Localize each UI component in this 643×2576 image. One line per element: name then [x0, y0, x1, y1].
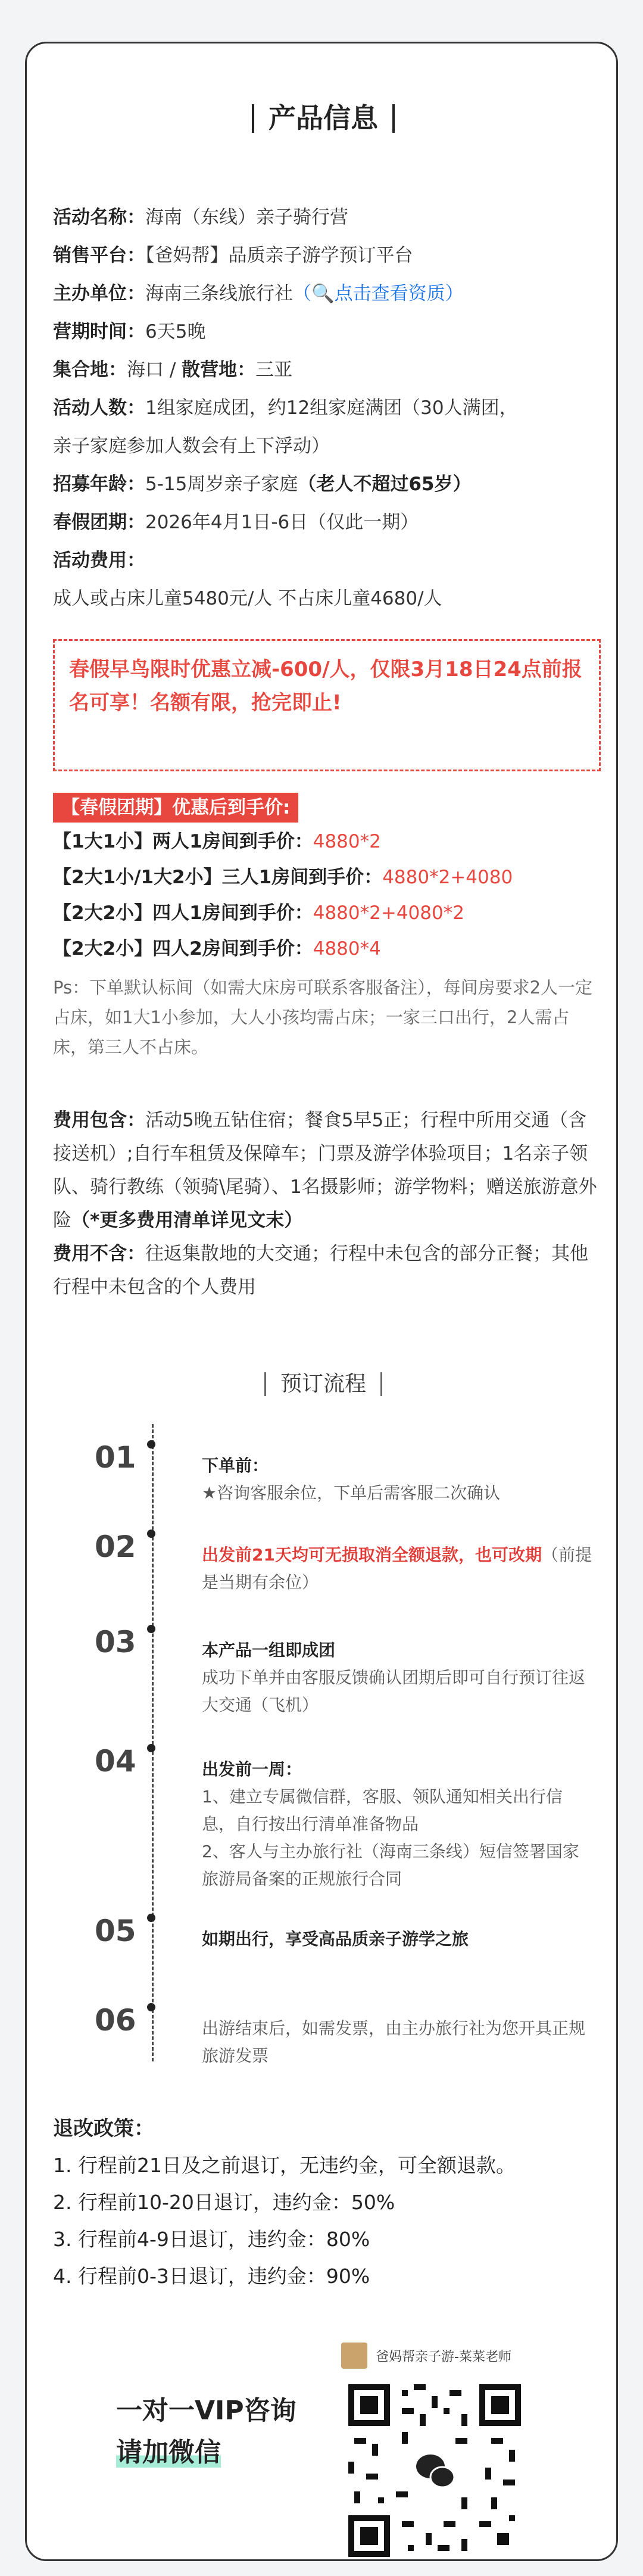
- people-value: 1组家庭成团，约12组家庭满团（30人满团，: [145, 397, 518, 419]
- fee-include-note: （*更多费用清单详见文末）: [71, 1210, 303, 1231]
- title-text: 产品信息: [269, 102, 378, 134]
- step-number: 01: [95, 1440, 136, 1475]
- wechat-qr-code[interactable]: [348, 2384, 521, 2557]
- fee-value: 成人或占床儿童5480元/人 不占床儿童4680/人: [53, 588, 442, 609]
- qr-header: [341, 2343, 511, 2369]
- avatar: [341, 2343, 367, 2369]
- price-row: 【2大1小/1大2小】三人1房间到手价：4880*2+4080: [53, 867, 513, 888]
- ps-note: Ps：下单默认标间（如需大床房可联系客服备注），每间房要求2人一定占床，如1大1小参加，大人小孩均需占床；一家三口出行，2人需占床，第三人不占床。: [53, 977, 593, 1057]
- price-row: 【1大1小】两人1房间到手价：4880*2: [53, 831, 381, 852]
- people-value-cont: 亲子家庭参加人数会有上下浮动）: [53, 435, 330, 457]
- gather-label: 集合地: [53, 359, 108, 381]
- timeline-dot: [147, 1914, 155, 1922]
- people-label: 活动人数: [53, 397, 127, 419]
- disperse-value: 三亚: [255, 359, 293, 381]
- qr-icon: [348, 2384, 521, 2557]
- step-number: 06: [95, 2003, 136, 2038]
- vip-line2: 请加微信: [116, 2437, 221, 2468]
- age-label: 招募年龄: [53, 474, 127, 495]
- qualification-link[interactable]: （🔍点击查看资质）: [293, 283, 464, 304]
- vip-line1: 一对一VIP咨询: [116, 2396, 296, 2426]
- steps-title: 预订流程: [27, 1372, 620, 1396]
- step-number: 02: [95, 1530, 136, 1564]
- organizer-label: 主办单位: [53, 283, 127, 304]
- spring-value: 2026年4月1日-6日（仅此一期）: [145, 512, 419, 533]
- age-value: 5-15周岁亲子家庭: [145, 474, 298, 495]
- activity-name-label: 活动名称: [53, 207, 127, 228]
- step-number: 04: [95, 1744, 136, 1778]
- organizer-value: 海南三条线旅行社: [145, 283, 293, 304]
- product-info: 活动名称：海南（东线）亲子骑行营 销售平台：【爸妈帮】品质亲子游学预订平台 主办单位：海南三条线旅行社（🔍点击查看资质） 营期时间：6天5晚 集合地：海口 / 散营地：三亚 活动人数：1组家庭成团，约12组家庭满团（30人满团， 亲子家庭参加人数会有上下浮动） 招募年龄：5-15周岁亲子家庭（老人不超过65岁） 春假团期：2026年4月1日-6日（仅此一期） 活动费用： 成人或占床儿童5480元/人 不占床儿童4680/人: [53, 207, 518, 609]
- discount-tag: 【春假团期】优惠后到手价:: [53, 793, 298, 823]
- disperse-label: 散营地: [182, 359, 238, 381]
- duration-label: 营期时间: [53, 321, 127, 342]
- timeline-dot: [147, 1530, 155, 1538]
- duration-value: 6天5晚: [145, 321, 206, 342]
- fee-include-label: 费用包含：: [53, 1110, 145, 1131]
- step-number: 05: [95, 1914, 136, 1948]
- refund-policy: [53, 2110, 601, 2295]
- promo-box: 春假早鸟限时优惠立减-600/人，仅限3月18日24点前报名可享！名额有限，抢完即止!: [53, 639, 601, 771]
- timeline-dot: [147, 1744, 155, 1752]
- age-note: （老人不超过65岁）: [298, 474, 472, 495]
- fee-exclude: 往返集散地的大交通；行程中未包含的部分正餐；其他行程中未包含的个人费用: [53, 1243, 588, 1298]
- fee-section: [53, 1104, 601, 1304]
- step-number: 03: [95, 1625, 136, 1659]
- fee-exclude-label: 费用不含：: [53, 1243, 145, 1264]
- price-row: 【2大2小】四人2房间到手价：4880*4: [53, 938, 381, 960]
- timeline-dot: [147, 2003, 155, 2011]
- section-title: [27, 97, 620, 139]
- timeline-dot: [147, 1625, 155, 1633]
- qr-name: 爸妈帮亲子游-菜菜老师: [376, 2349, 511, 2365]
- platform-label: 销售平台: [53, 245, 127, 266]
- fee-include: 活动5晚五钻住宿；餐食5早5正；行程中所用交通（含接送机）;自行车租赁及保障车；门票及游学体验项目；1名亲子领队、骑行教练（领骑\尾骑）、1名摄影师；游学物料；赠送旅游意外险: [53, 1110, 597, 1231]
- refund-item: 1. 行程前21日及之前退订，无违约金，可全额退款。: [53, 2154, 516, 2177]
- timeline-dot: [147, 1440, 155, 1449]
- price-list: [53, 824, 601, 967]
- vip-text: [116, 2390, 296, 2474]
- spring-label: 春假团期: [53, 512, 127, 533]
- refund-item: 4. 行程前0-3日退订，违约金：90%: [53, 2264, 370, 2288]
- timeline-line: [152, 1424, 154, 2061]
- refund-title: 退改政策：: [53, 2117, 154, 2141]
- fee-label: 活动费用: [53, 550, 127, 571]
- refund-item: 2. 行程前10-20日退订，违约金：50%: [53, 2191, 395, 2214]
- activity-name: 海南（东线）亲子骑行营: [145, 207, 348, 228]
- refund-item: 3. 行程前4-9日退订，违约金：80%: [53, 2228, 370, 2251]
- platform-value: 【爸妈帮】品质亲子游学预订平台: [145, 245, 413, 266]
- gather-value: 海口: [127, 359, 164, 381]
- product-card: 产品信息 活动名称：海南（东线）亲子骑行营 销售平台：【爸妈帮】品质亲子游学预订平台 主办单位：海南三条线旅行社（🔍点击查看资质） 营期时间：6天5晚 集合地：海口 / 散营地：三亚 活动人数：1组家庭成团，约12组家庭满团（30人满团， 亲子家庭参加人数会有上下浮动） 招募年龄：5-15周岁亲子家庭（老人不超过65岁） 春假团期：2026年4月1日-6日（仅此一期） 活动费用： 成人或占床儿童5480元/人 不占床儿童4680/人 春假早鸟限时优惠立减-600/人，仅限3月18日24点前报名可享！名额有限，抢完即止! 【春假团期】优惠后到手价: 【1大1小】两人1房间到手价：4880*2 【2大1小/1大2小】三人1房间到手价：4880*2+4080 【2大2小】四人1房间到手价：4880*2+4080*2 【2大2小】四人2房间到手价：4880*4 Ps：下单默认标间（如需大床房可联系客服备注），每间房要求2人一定占床，如1大1小参加，大人小孩均需占床；一家三口出行，2人需占床，第三人不占床。 费用包含：活动5晚五钻住宿；餐食5早5正；行程中所用交通（含接送机）;自行车租赁及保障车；门票及游学体验项目；1名亲子领队、骑行教练（领骑\尾骑）、1名摄影师；游学物料；赠送旅游意外险（*更多费用清单详见文末） 费用不含：往返集散地的大交通；行程中未包含的部分正餐；其他行程中未包含的个人费用 预订流程 01 下单前： ★咨询客服余位，下单后需客服二次确认 02 出发前21天均可无损取消全额退款，也可改期（前提是当期有余位） 03 本产品一组即成团 成功下单并由客服反馈确认团期后即可自行预订往返大交通（飞机） 04 出发前一周： 1、建立专属微信群，客服、领队通知相关出行信息，自行按出行清单准备物品 2、客人与主办旅行社（海南三条线）短信签署国家旅游局备案的正规旅行合同 05 如期出行，享受高品质亲子游学之旅 06 出游结束后，如需发票，由主办旅行社为您开具正规旅游发票 退改政策： 1. 行程前21日及之前退订，无违约金，可全额退款。 2. 行程前10-20日退订，违约金：50% 3. 行程前4-9日退订，违约金：80% 4. 行程前0-3日退订，违约金：90% 一对一VIP咨询 请加微信 爸妈帮亲子游-菜菜老师: [25, 42, 618, 2561]
- price-row: 【2大2小】四人1房间到手价：4880*2+4080*2: [53, 902, 464, 924]
